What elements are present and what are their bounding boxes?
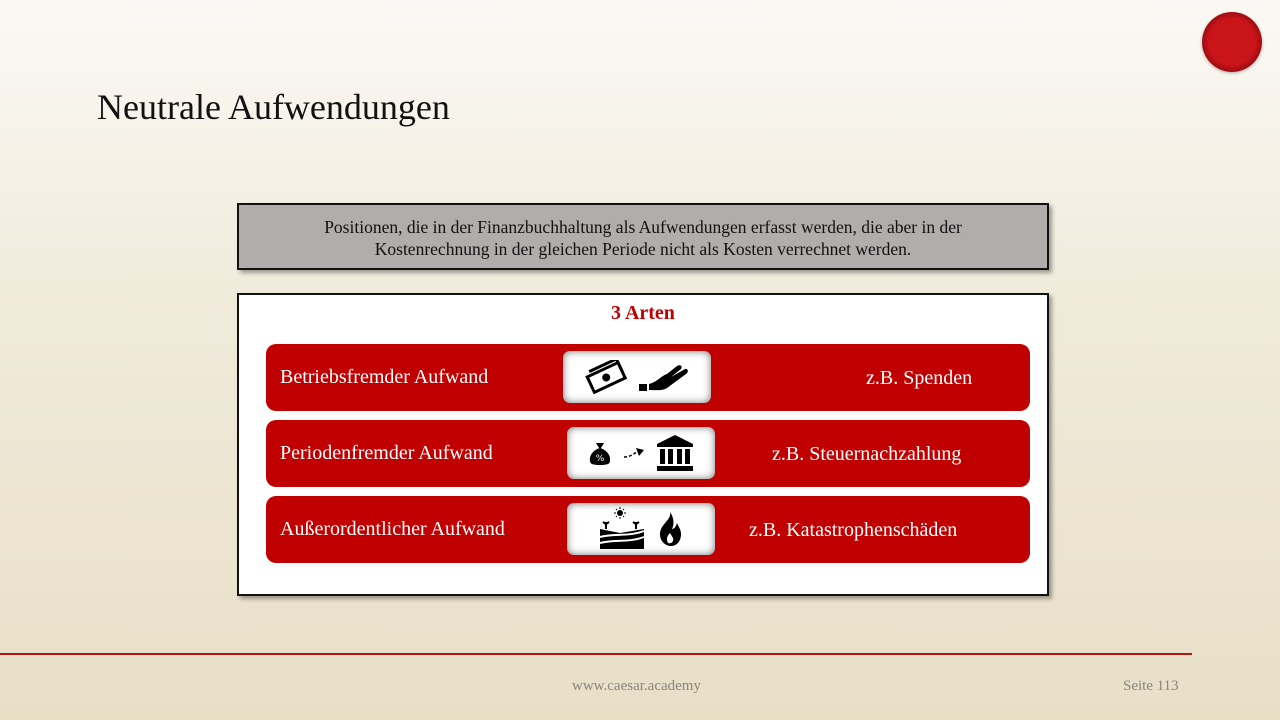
giving-hand-icon	[637, 362, 689, 392]
footer-website: www.caesar.academy	[572, 678, 701, 694]
definition-line-1: Positionen, die in der Finanzbuchhaltung als Aufwendungen erfasst werden, die aber in der	[324, 217, 962, 237]
types-box	[237, 293, 1049, 596]
type-example: z.B. Spenden	[866, 367, 973, 389]
icon-box	[563, 351, 711, 403]
type-row-ausserordentlich	[266, 496, 1030, 563]
footer-divider	[0, 653, 1192, 655]
laurel-logo	[1202, 12, 1262, 72]
money-icon	[585, 360, 627, 394]
definition-line-2: Kostenrechnung in der gleichen Periode nicht als Kosten verrechnet werden.	[374, 239, 912, 259]
type-label: Betriebsfremder Aufwand	[280, 366, 489, 388]
fire-icon	[656, 511, 684, 547]
type-example: z.B. Katastrophenschäden	[749, 519, 958, 541]
svg-text:%: %	[595, 454, 605, 464]
type-row-periodenfremd	[266, 420, 1030, 487]
icon-box	[567, 503, 715, 555]
type-example: z.B. Steuernachzahlung	[772, 443, 962, 465]
page-number: Seite 113	[1123, 678, 1179, 694]
arrow-icon	[623, 447, 645, 459]
type-row-betriebsfremd	[266, 344, 1030, 411]
icon-box	[567, 427, 715, 479]
type-label: Periodenfremder Aufwand	[280, 442, 493, 464]
types-heading: 3 Arten	[611, 302, 675, 324]
money-bag-percent-icon	[587, 440, 613, 466]
definition-box	[237, 203, 1049, 270]
bank-icon	[655, 434, 695, 472]
field-sun-icon	[598, 507, 646, 551]
page-title: Neutrale Aufwendungen	[97, 87, 450, 127]
type-label: Außerordentlicher Aufwand	[280, 518, 505, 540]
